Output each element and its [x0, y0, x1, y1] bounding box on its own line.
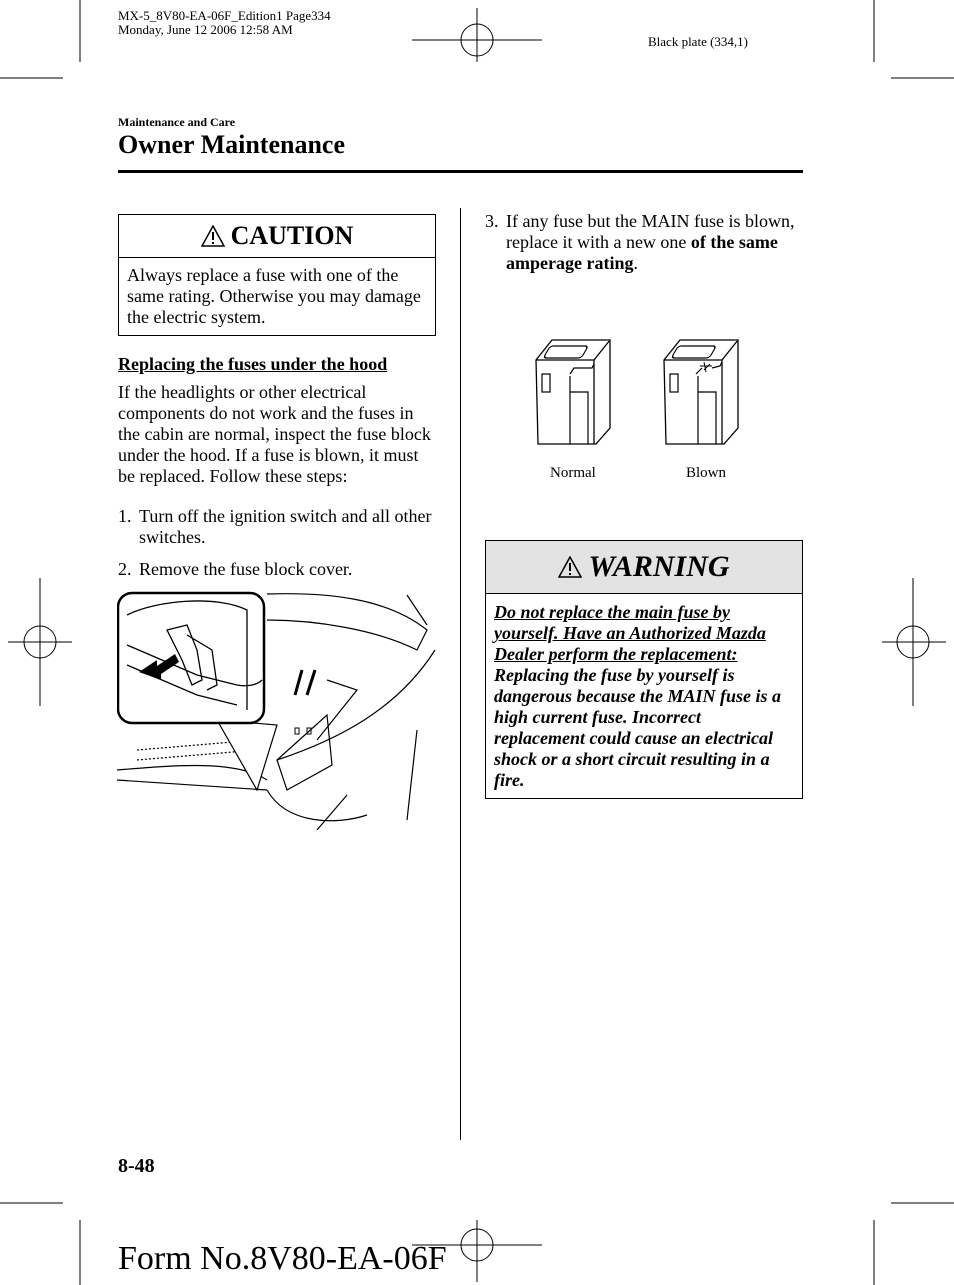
caution-text: Always replace a fuse with one of the same rating. Otherwise you may damage the electric system. — [127, 265, 421, 327]
page-title: Owner Maintenance — [118, 130, 345, 159]
page-number: 8-48 — [118, 1155, 155, 1177]
intro-paragraph: If the headlights or other electrical components do not work and the fuses in the cabin are normal, inspect the fuse block under the hood. If a fuse is blown, it must be replaced. Follow these steps: — [118, 382, 431, 486]
fuse-blown-label: Blown — [686, 465, 727, 481]
print-plate: Black plate (334,1) — [648, 34, 748, 49]
print-file-line: MX-5_8V80-EA-06F_Edition1 Page334 — [118, 8, 331, 23]
step-text: If any fuse but the MAIN fuse is blown, replace it with a new one — [506, 211, 795, 252]
title-rule — [118, 170, 803, 173]
warning-text: Replacing the fuse by yourself is dangerous because the MAIN fuse is a high current fuse. Incorrect replacement could cause an electrical shock or a short circuit resulting in a fire. — [494, 665, 782, 790]
caution-box — [118, 214, 436, 336]
caution-heading-text: CAUTION — [230, 221, 354, 250]
step-text: Turn off the ignition switch and all other switches. — [139, 506, 432, 547]
step-number: 1. — [118, 506, 132, 526]
form-number: Form No.8V80-EA-06F — [118, 1240, 447, 1277]
warning-box — [485, 540, 803, 799]
subheading: Replacing the fuses under the hood — [118, 354, 388, 374]
warning-underlined-text: Do not replace the main fuse by yourself. Have an Authorized Mazda Dealer perform the replacement: — [494, 602, 766, 664]
fuse-normal-label: Normal — [550, 465, 596, 481]
section-label: Maintenance and Care — [118, 115, 236, 129]
step-3 — [485, 211, 803, 274]
fuse-normal-illustration — [532, 336, 616, 448]
step-text-bold: of the same amperage rating — [506, 232, 778, 273]
warning-heading-text: WARNING — [588, 550, 730, 583]
step-number: 3. — [485, 211, 499, 231]
fuse-block-illustration — [117, 590, 437, 830]
caution-heading — [119, 215, 435, 258]
warning-heading — [486, 541, 802, 594]
step-number: 2. — [118, 559, 132, 579]
step-text: Remove the fuse block cover. — [139, 559, 353, 579]
step-2 — [118, 559, 438, 580]
warning-triangle-icon — [201, 225, 225, 247]
warning-text-block — [486, 594, 802, 799]
print-date-line: Monday, June 12 2006 12:58 AM — [118, 22, 293, 37]
warning-triangle-icon — [558, 556, 582, 578]
step-1 — [118, 506, 438, 548]
fuse-blown-illustration — [660, 336, 744, 448]
step-text-end: . — [633, 253, 638, 273]
column-divider — [460, 208, 461, 1140]
